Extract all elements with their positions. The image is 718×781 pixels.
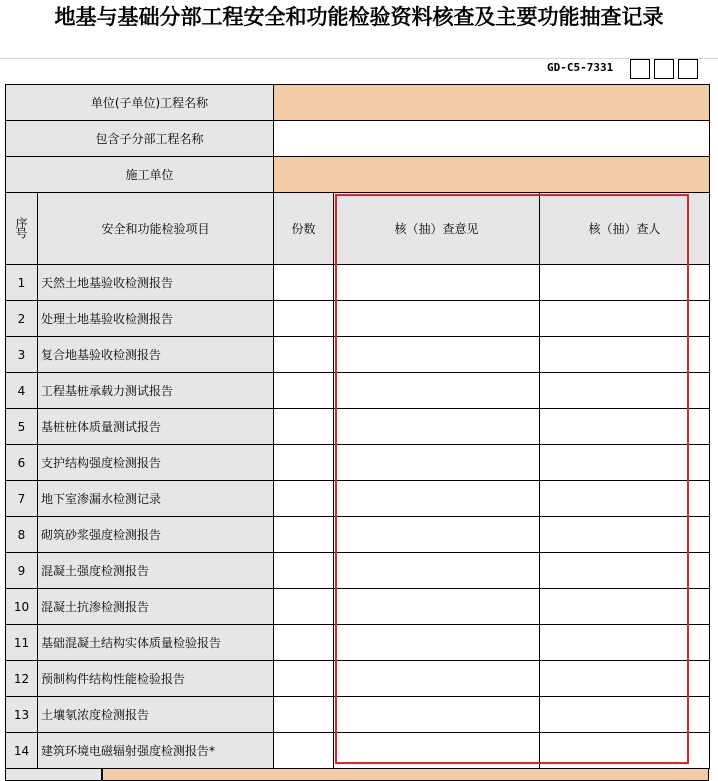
row-item-name: 处理土地基验收检测报告 [38,301,274,337]
inspection-table [5,84,710,769]
row-item-name: 工程基桩承载力测试报告 [38,373,274,409]
row-item-name: 支护结构强度检测报告 [38,445,274,481]
row-count-cell[interactable] [274,373,334,409]
row-number: 2 [6,301,38,337]
row-number: 14 [6,733,38,769]
column-header-row [6,193,710,265]
row-opinion-cell[interactable] [334,481,540,517]
row-opinion-cell[interactable] [334,697,540,733]
row-opinion-cell[interactable] [334,409,540,445]
code-box-1[interactable] [630,59,650,79]
table-row [6,553,710,589]
header-row-subproject [6,121,710,157]
row-count-cell[interactable] [274,517,334,553]
row-count-cell[interactable] [274,265,334,301]
col-header-count: 份数 [274,193,334,265]
row-count-cell[interactable] [274,301,334,337]
row-count-cell[interactable] [274,337,334,373]
row-checker-cell[interactable] [540,445,710,481]
subproject-name-label: 包含子分部工程名称 [6,121,274,157]
row-number: 6 [6,445,38,481]
col-header-seq-text: 序号 [14,217,28,237]
row-item-name: 建筑环境电磁辐射强度检测报告* [38,733,274,769]
table-row [6,517,710,553]
row-number: 3 [6,337,38,373]
row-number: 5 [6,409,38,445]
table-row [6,661,710,697]
row-item-name: 混凝土强度检测报告 [38,553,274,589]
row-count-cell[interactable] [274,445,334,481]
row-count-cell[interactable] [274,553,334,589]
row-number: 10 [6,589,38,625]
row-number: 4 [6,373,38,409]
row-count-cell[interactable] [274,697,334,733]
row-checker-cell[interactable] [540,589,710,625]
row-item-name: 天然土地基验收检测报告 [38,265,274,301]
row-opinion-cell[interactable] [334,661,540,697]
row-number: 12 [6,661,38,697]
header-row-project [6,85,710,121]
row-item-name: 土壤氡浓度检测报告 [38,697,274,733]
bottom-strip [5,768,709,781]
row-checker-cell[interactable] [540,337,710,373]
row-number: 9 [6,553,38,589]
page-title [0,0,718,58]
row-opinion-cell[interactable] [334,337,540,373]
row-opinion-cell[interactable] [334,301,540,337]
col-header-item: 安全和功能检验项目 [38,193,274,265]
code-box-2[interactable] [654,59,674,79]
row-number: 7 [6,481,38,517]
row-opinion-cell[interactable] [334,625,540,661]
row-number: 13 [6,697,38,733]
col-header-seq [6,193,38,265]
table-row [6,625,710,661]
row-opinion-cell[interactable] [334,733,540,769]
bottom-strip-label-cell [5,768,102,781]
table-row [6,265,710,301]
row-item-name: 砌筑砂浆强度检测报告 [38,517,274,553]
row-opinion-cell[interactable] [334,445,540,481]
col-header-opinion: 核（抽）查意见 [334,193,540,265]
row-checker-cell[interactable] [540,409,710,445]
table-row [6,733,710,769]
row-opinion-cell[interactable] [334,373,540,409]
row-checker-cell[interactable] [540,697,710,733]
col-header-checker: 核（抽）查人 [540,193,710,265]
row-item-name: 地下室渗漏水检测记录 [38,481,274,517]
table-row [6,697,710,733]
project-name-label: 单位(子单位)工程名称 [6,85,274,121]
row-item-name: 复合地基验收检测报告 [38,337,274,373]
row-checker-cell[interactable] [540,373,710,409]
table-row [6,481,710,517]
table-row [6,373,710,409]
header-row-contractor [6,157,710,193]
row-checker-cell[interactable] [540,481,710,517]
row-number: 8 [6,517,38,553]
row-item-name: 基桩桩体质量测试报告 [38,409,274,445]
row-checker-cell[interactable] [540,625,710,661]
row-checker-cell[interactable] [540,733,710,769]
table-row [6,337,710,373]
row-number: 11 [6,625,38,661]
project-name-field[interactable] [274,85,710,121]
form-code: GD-C5-7331 [547,61,614,74]
row-count-cell[interactable] [274,661,334,697]
row-checker-cell[interactable] [540,265,710,301]
subproject-name-field[interactable] [274,121,710,157]
row-checker-cell[interactable] [540,517,710,553]
bottom-strip-field[interactable] [102,768,709,781]
row-checker-cell[interactable] [540,301,710,337]
table-row [6,445,710,481]
row-opinion-cell[interactable] [334,517,540,553]
row-opinion-cell[interactable] [334,589,540,625]
table-row [6,589,710,625]
table-row [6,301,710,337]
code-box-3[interactable] [678,59,698,79]
row-count-cell[interactable] [274,409,334,445]
row-item-name: 预制构件结构性能检验报告 [38,661,274,697]
row-count-cell[interactable] [274,481,334,517]
title-text: 地基与基础分部工程安全和功能检验资料核查及主要功能抽查记录 [54,5,664,29]
row-count-cell[interactable] [274,733,334,769]
row-opinion-cell[interactable] [334,553,540,589]
row-item-name: 基础混凝土结构实体质量检验报告 [38,625,274,661]
row-checker-cell[interactable] [540,661,710,697]
row-count-cell[interactable] [274,589,334,625]
row-number: 1 [6,265,38,301]
row-opinion-cell[interactable] [334,265,540,301]
table-row [6,409,710,445]
row-count-cell[interactable] [274,625,334,661]
row-checker-cell[interactable] [540,553,710,589]
contractor-label: 施工单位 [6,157,274,193]
contractor-field[interactable] [274,157,710,193]
row-item-name: 混凝土抗渗检测报告 [38,589,274,625]
